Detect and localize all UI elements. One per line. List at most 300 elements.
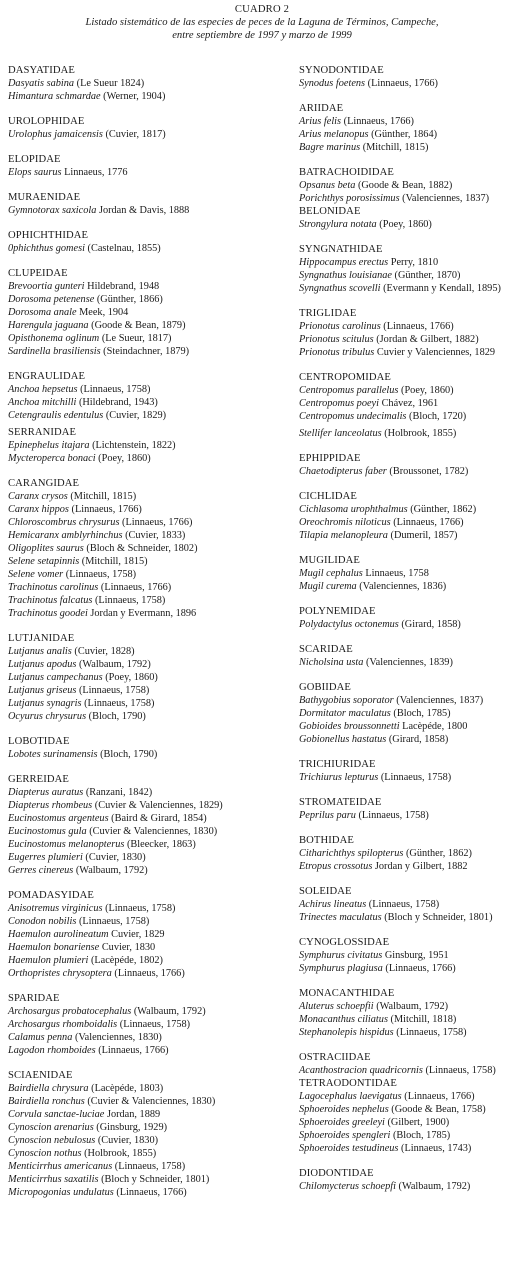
species-entry [299,771,524,784]
species-entry [299,1064,524,1077]
species-name: Sphoeroides nephelus [299,1104,389,1115]
family-name: POMADASYIDAE [8,890,94,901]
species-entry [8,542,298,555]
species-author: (Werner, 1904) [103,91,166,102]
species-name: Epinephelus itajara [8,440,90,451]
species-author: (Dumeril, 1857) [390,530,458,541]
species-entry [8,684,298,697]
species-author: (Linnaeus, 1766) [383,321,454,332]
family-name: TETRAODONTIDAE [299,1078,397,1089]
species-author: (Walbaum, 1792) [78,659,151,670]
species-author: (Le Sueur, 1817) [101,333,172,344]
family-block-bothidae [299,834,524,873]
species-name: Trachinotus goodei [8,608,88,619]
species-author: (Ginsburg, 1929) [96,1122,168,1133]
species-name: Trachinotus carolinus [8,582,99,593]
family-name: CICHLIDAE [299,491,357,502]
species-entry [299,320,524,333]
species-name: Eugerres plumieri [8,852,83,863]
species-entry [8,490,298,503]
family-block-sciaenidae [8,1069,298,1199]
species-author: (Linnaeus, 1766) [71,504,142,515]
species-name: Nicholsina usta [299,657,364,668]
family-block-gobiidae [299,681,524,746]
species-author: (Cuvier, 1830) [85,852,146,863]
species-name: Anchoa hepsetus [8,384,78,395]
species-name: Sphoeroides testudineus [299,1143,399,1154]
species-name: Elops saurus [8,167,62,178]
species-author: (Baird & Girard, 1854) [111,813,207,824]
species-author: (Linnaeus, 1758) [65,569,137,580]
family-name: OSTRACIIDAE [299,1052,371,1063]
left-column [8,64,298,1199]
species-entry [8,954,298,967]
family-block-synodontidae [299,64,524,90]
species-name: Cynoscion nebulosus [8,1135,96,1146]
species-author: (Bloch y Schneider, 1801) [384,912,493,923]
right-column [299,64,524,1193]
family-name: SOLEIDAE [299,886,352,897]
species-entry [8,439,298,452]
species-entry [8,383,298,396]
family-block-tetraodontidae [299,1077,524,1155]
species-author: (Linnaeus, 1766) [122,517,193,528]
species-entry [8,242,298,255]
species-author: Linnaeus, 1758 [365,568,429,579]
species-name: Lutjanus apodus [8,659,77,670]
family-block-ostraciidae [299,1051,524,1077]
species-author: (Poey, 1860) [379,219,432,230]
species-entry [8,1095,298,1108]
species-name: Bagre marinus [299,142,361,153]
species-author: (Steindachner, 1879) [103,346,190,357]
species-entry [8,1108,298,1121]
family-block-triglidae [299,307,524,359]
species-author: (Valenciennes, 1839) [365,657,453,668]
species-entry [8,166,298,179]
species-entry [8,293,298,306]
species-name: Sphoeroides spengleri [299,1130,391,1141]
species-name: Etropus crossotus [299,861,373,872]
species-entry [8,607,298,620]
species-entry [299,847,524,860]
species-entry [8,594,298,607]
species-name: Syngnathus scovelli [299,283,381,294]
species-name: Cetengraulis edentulus [8,410,104,421]
species-author: (Linnaeus, 1758) [380,772,452,783]
species-author: (Linnaeus, 1766) [98,1045,169,1056]
species-entry [8,452,298,465]
species-name: Stellifer lanceolatus [299,428,382,439]
family-name: ELOPIDAE [8,154,61,165]
species-entry [8,1044,298,1057]
family-name: TRICHIURIDAE [299,759,376,770]
family-block-unlabeled [299,427,524,440]
species-author: (Lacèpéde, 1802) [90,955,163,966]
species-entry [299,516,524,529]
species-author: (Cuvier, 1830) [97,1135,159,1146]
species-name: Lutjanus campechanus [8,672,103,683]
family-name: MUGILIDAE [299,555,360,566]
species-entry [299,256,524,269]
species-author: (Linnaeus, 1758) [425,1065,496,1076]
species-name: Archosargus probatocephalus [8,1006,132,1017]
family-block-carangidae [8,477,298,620]
species-author: (Günther, 1870) [394,270,461,281]
species-author: Chávez, 1961 [381,398,439,409]
species-name: Achirus lineatus [299,899,367,910]
table-title: CUADRO 2 [234,4,290,15]
species-name: Aluterus schoepfii [299,1001,374,1012]
species-author: (Linnaeus, 1766) [404,1091,475,1102]
species-author: (Broussonet, 1782) [389,466,469,477]
species-author: Meek, 1904 [79,307,129,318]
species-author: (Evermann y Kendall, 1895) [383,283,501,294]
species-name: Mugil curema [299,581,357,592]
species-author: (Bloch, 1785) [393,708,451,719]
species-name: Haemulon aurolineatum [8,929,109,940]
species-entry [8,204,298,217]
species-name: Prionotus carolinus [299,321,381,332]
species-name: Trinectes maculatus [299,912,382,923]
family-block-gerreidae [8,773,298,877]
species-name: Polydactylus octonemus [299,619,399,630]
species-author: (Goode & Bean, 1758) [391,1104,486,1115]
species-entry [8,332,298,345]
species-entry [299,809,524,822]
species-author: (Cuvier & Valenciennes, 1829) [94,800,223,811]
family-name: SCIAENIDAE [8,1070,73,1081]
species-entry [8,1005,298,1018]
species-name: Selene vomer [8,569,64,580]
family-name: CENTROPOMIDAE [299,372,391,383]
species-entry [299,282,524,295]
species-entry [299,898,524,911]
species-entry [299,733,524,746]
species-author: (Linnaeus, 1758) [396,1027,467,1038]
species-entry [299,397,524,410]
species-name: Conodon nobilis [8,916,77,927]
species-author: Cuvier, 1829 [111,929,165,940]
family-name: OPHICHTHIDAE [8,230,89,241]
family-block-lutjanidae [8,632,298,723]
species-name: Centropomus undecimalis [299,411,407,422]
species-name: Cichlasoma urophthalmus [299,504,408,515]
species-name: Stephanolepis hispidus [299,1027,394,1038]
species-name: Oreochromis niloticus [299,517,391,528]
species-name: Synodus foetens [299,78,366,89]
species-entry [8,1160,298,1173]
species-name: Corvula sanctae-luciae [8,1109,105,1120]
species-author: (Valenciennes, 1836) [359,581,447,592]
family-name: SCARIDAE [299,644,353,655]
species-entry [8,345,298,358]
species-entry [299,465,524,478]
family-block-elopidae [8,153,298,179]
species-entry [299,860,524,873]
species-author: (Linnaeus, 1758) [358,810,429,821]
species-entry [8,671,298,684]
table-subtitle-line-2: entre septiembre de 1997 y marzo de 1999 [172,30,352,41]
species-author: (Valenciennes, 1837) [402,193,490,204]
species-author: (Linnaeus, 1743) [401,1143,472,1154]
species-entry [8,1173,298,1186]
species-entry [299,115,524,128]
species-author: (Linnaeus, 1758) [78,685,150,696]
family-name: DIODONTIDAE [299,1168,374,1179]
species-author: Hildebrand, 1948 [87,281,160,292]
species-name: Micropogonias undulatus [8,1187,114,1198]
species-author: (Gilbert, 1900) [387,1117,450,1128]
species-author: (Linnaeus, 1766) [100,582,172,593]
species-author: (Linnaeus, 1766) [343,116,414,127]
species-name: Tilapia melanopleura [299,530,388,541]
species-name: Acanthostracion quadricornis [299,1065,423,1076]
family-block-stromateidae [299,796,524,822]
species-entry [8,1031,298,1044]
species-author: (Holbrook, 1855) [84,1148,157,1159]
species-author: (Bleecker, 1863) [126,839,196,850]
species-entry [299,192,524,205]
species-name: Gobioides broussonnetti [299,721,400,732]
species-entry [8,581,298,594]
species-author: (Cuvier, 1828) [74,646,135,657]
family-block-sparidae [8,992,298,1057]
species-entry [8,941,298,954]
species-author: Jordan y Gilbert, 1882 [374,861,468,872]
family-block-soleidae [299,885,524,924]
species-name: 0phichthus gomesi [8,243,85,254]
species-author: Jordan & Davis, 1888 [98,205,190,216]
family-name: MURAENIDAE [8,192,81,203]
species-author: (Bloch, 1790) [88,711,146,722]
species-entry [8,658,298,671]
species-name: Orthopristes chrysoptera [8,968,112,979]
family-block-lobotidae [8,735,298,761]
species-name: Hippocampus erectus [299,257,389,268]
species-author: (Valenciennes, 1830) [74,1032,162,1043]
species-entry [8,1018,298,1031]
species-name: Dorosoma anale [8,307,77,318]
species-name: Prionotus tribulus [299,347,375,358]
species-entry [8,786,298,799]
species-author: (Goode & Bean, 1882) [357,180,453,191]
species-name: Dormitator maculatus [299,708,391,719]
species-name: Symphurus civitatus [299,950,383,961]
species-entry [299,1090,524,1103]
family-name: BELONIDAE [299,206,361,217]
species-name: Brevoortia gunteri [8,281,85,292]
species-name: Diapterus rhombeus [8,800,93,811]
table-subtitle-line-1: Listado sistemático de las especies de peces de la Laguna de Términos, Campeche, [85,17,439,28]
species-author: Ginsburg, 1951 [384,950,449,961]
species-name: Opsanus beta [299,180,356,191]
family-block-ephippidae [299,452,524,478]
species-name: Cynoscion arenarius [8,1122,94,1133]
species-author: (Linnaeus, 1758) [105,903,176,914]
species-author: (Bloch, 1790) [100,749,158,760]
species-entry [8,697,298,710]
species-entry [299,333,524,346]
species-name: Eucinostomus melanopterus [8,839,125,850]
species-entry [299,618,524,631]
species-entry [299,1026,524,1039]
family-block-serranidae [8,426,298,465]
species-name: Chaetodipterus faber [299,466,387,477]
species-entry [299,567,524,580]
species-name: Mugil cephalus [299,568,363,579]
species-entry [8,864,298,877]
species-name: Menticirrhus americanus [8,1161,113,1172]
species-entry [299,1180,524,1193]
species-name: Bairdiella chrysura [8,1083,89,1094]
species-entry [299,529,524,542]
species-entry [8,1147,298,1160]
family-block-belonidae [299,205,524,231]
species-name: Lutjanus synagris [8,698,82,709]
species-entry [8,503,298,516]
species-name: Dasyatis sabina [8,78,75,89]
species-author: (Bloch y Schneider, 1801) [101,1174,210,1185]
species-entry [8,967,298,980]
species-name: Calamus penna [8,1032,73,1043]
species-name: Lagocephalus laevigatus [299,1091,402,1102]
species-name: Caranx crysos [8,491,68,502]
family-block-batrachoididae [299,166,524,205]
species-name: Lutjanus griseus [8,685,77,696]
species-author: (Castelnau, 1855) [87,243,161,254]
species-name: Monacanthus ciliatus [299,1014,388,1025]
family-block-clupeidae [8,267,298,358]
species-entry [8,799,298,812]
species-entry [299,346,524,359]
species-entry [8,555,298,568]
species-entry [299,911,524,924]
species-author: (Günther, 1862) [410,504,477,515]
species-author: (Poey, 1860) [98,453,151,464]
species-name: Peprilus paru [299,810,356,821]
species-author: (Goode & Bean, 1879) [91,320,186,331]
species-name: Archosargus rhomboidalis [8,1019,118,1030]
species-author: Jordan, 1889 [106,1109,161,1120]
species-entry [299,694,524,707]
species-author: (Linnaeus, 1758) [84,698,155,709]
species-author: Jordan y Evermann, 1896 [90,608,197,619]
species-author: (Cuvier, 1829) [105,410,167,421]
species-name: Chilomycterus schoepfi [299,1181,396,1192]
species-name: Selene setapinnis [8,556,80,567]
species-entry [8,396,298,409]
species-name: Strongylura notata [299,219,377,230]
species-entry [8,409,298,422]
species-author: (Günther, 1866) [96,294,163,305]
species-author: (Linnaeus, 1758) [78,916,150,927]
family-name: GERREIDAE [8,774,69,785]
family-block-mugilidae [299,554,524,593]
species-name: Dorosoma petenense [8,294,95,305]
species-name: Arius melanopus [299,129,369,140]
species-name: Diapterus auratus [8,787,84,798]
species-name: Lutjanus analis [8,646,72,657]
family-block-engraulidae [8,370,298,422]
family-name: BOTHIDAE [299,835,354,846]
species-author: (Günther, 1864) [371,129,438,140]
family-block-ophichthidae [8,229,298,255]
family-name: BATRACHOIDIDAE [299,167,394,178]
species-entry [299,580,524,593]
family-name: ENGRAULIDAE [8,371,86,382]
species-name: Bairdiella ronchus [8,1096,85,1107]
species-name: Anisotremus virginicus [8,903,103,914]
species-entry [299,720,524,733]
species-name: Menticirrhus saxatilis [8,1174,99,1185]
species-author: Linnaeus, 1776 [64,167,128,178]
family-name: SPARIDAE [8,993,60,1004]
family-name: ARIIDAE [299,103,344,114]
species-entry [8,838,298,851]
species-name: Mycteroperca bonaci [8,453,96,464]
species-entry [8,77,298,90]
species-author: (Linnaeus, 1766) [116,1187,187,1198]
species-entry [299,656,524,669]
species-author: (Hildebrand, 1943) [78,397,158,408]
species-author: (Holbrook, 1855) [384,428,457,439]
species-author: (Bloch, 1720) [409,411,467,422]
family-name: MONACANTHIDAE [299,988,395,999]
species-author: (Linnaeus, 1758) [119,1019,191,1030]
species-name: Gerres cinereus [8,865,74,876]
species-entry [299,962,524,975]
species-entry [299,77,524,90]
species-name: Eucinostomus gula [8,826,87,837]
family-block-polynemidae [299,605,524,631]
species-author: (Günther, 1862) [405,848,472,859]
species-author: Perry, 1810 [390,257,439,268]
species-entry [8,1134,298,1147]
species-author: (Jordan & Gilbert, 1882) [376,334,479,345]
species-author: (Girard, 1858) [388,734,449,745]
family-name: SERRANIDAE [8,427,77,438]
species-entry [299,384,524,397]
species-author: Cuvier, 1830 [101,942,156,953]
species-name: Lagodon rhomboides [8,1045,96,1056]
species-name: Oligoplites saurus [8,543,84,554]
species-entry [8,128,298,141]
species-entry [299,1129,524,1142]
species-author: (Linnaeus, 1766) [393,517,464,528]
species-entry [8,1186,298,1199]
species-author: (Poey, 1860) [105,672,158,683]
species-author: (Cuvier, 1833) [125,530,186,541]
species-name: Gobionellus hastatus [299,734,387,745]
species-entry [8,645,298,658]
family-name: EPHIPPIDAE [299,453,361,464]
family-block-centropomidae [299,371,524,423]
species-entry [299,269,524,282]
species-author: Lacèpéde, 1800 [402,721,468,732]
species-entry [299,128,524,141]
species-name: Haemulon plumieri [8,955,89,966]
family-name: LOBOTIDAE [8,736,70,747]
species-entry [8,812,298,825]
species-author: (Linnaeus, 1766) [114,968,185,979]
species-author: (Linnaeus, 1758) [368,899,440,910]
species-name: Haemulon bonariense [8,942,100,953]
species-author: (Cuvier & Valenciennes, 1830) [87,1096,216,1107]
species-name: Opisthonema oglinum [8,333,100,344]
species-author: (Bloch & Schneider, 1802) [86,543,198,554]
species-entry [8,851,298,864]
